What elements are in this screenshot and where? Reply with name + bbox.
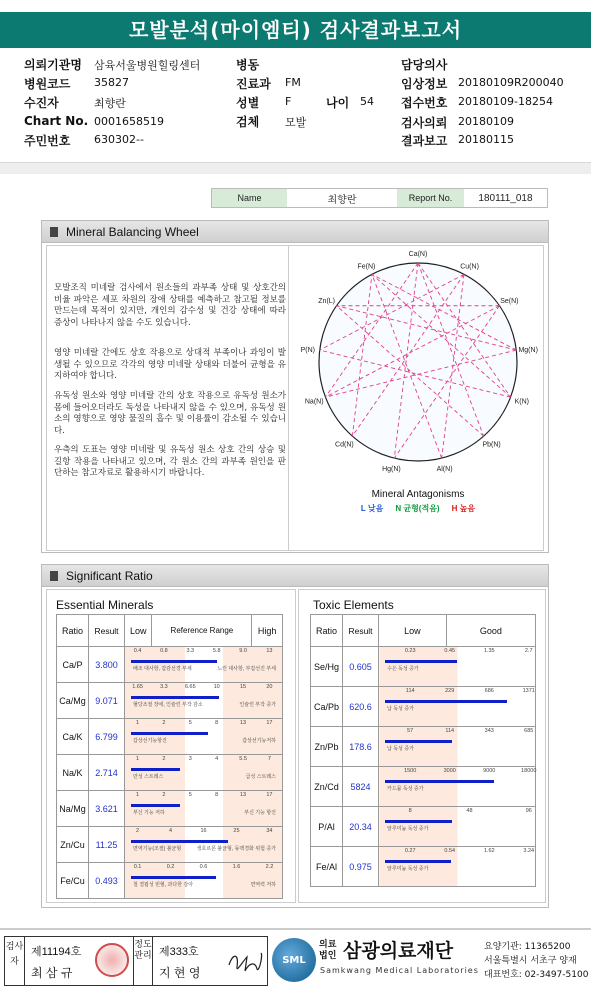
report-title: 모발분석(마이엠티) 검사결과보고서 — [0, 12, 591, 48]
age-label: 나이 — [326, 96, 350, 110]
ratio-result: 620.6 — [343, 687, 379, 727]
ratio-label: Fe/Cu — [57, 863, 89, 899]
org-prefix — [319, 940, 336, 962]
reviewer-signature-icon — [225, 947, 265, 977]
ratio-note-low: 갑상선기능항진 — [133, 738, 167, 744]
legend-low: L 낮음 — [360, 504, 384, 513]
tick-label: 2 — [162, 720, 166, 726]
tick-label: 3 — [188, 756, 192, 762]
ratio-label: P/Al — [311, 807, 343, 847]
chart-no-value: 0001658519 — [94, 115, 164, 128]
toxic-row — [311, 847, 536, 887]
ratio-result: 6.799 — [89, 719, 125, 755]
essential-row — [57, 719, 283, 755]
tick-labels — [125, 648, 282, 656]
ratio-note: 납 독성 증가 — [387, 706, 414, 712]
ratio-bar — [385, 660, 457, 663]
tick-label: 229 — [445, 688, 455, 694]
toxic-row — [311, 687, 536, 727]
wheel-paragraph-3: 유독성 원소와 영양 미네랄 간의 상호 작용으로 유독성 원소가 몸에 들어오더라도 독성을 나타내지 않을 수 있으며, 유독성 원소의 영향으로 영양 물질의 흡수 및 이용률이 감소될 수 있습니다. — [54, 391, 286, 436]
ratio-result: 11.25 — [89, 827, 125, 863]
toxic-title: Toxic Elements — [313, 598, 394, 612]
tick-label: 8 — [408, 808, 412, 814]
ratio-label: Ca/Pb — [311, 687, 343, 727]
wheel-element-label: Na(N) — [304, 398, 324, 406]
toxic-table — [310, 614, 536, 887]
ratio-result: 3.621 — [89, 791, 125, 827]
rrn-value: 630302-- — [94, 133, 144, 146]
tick-label: 1.62 — [483, 848, 495, 854]
tick-label: 17 — [266, 720, 273, 726]
tick-label: 114 — [445, 728, 455, 734]
footer — [0, 928, 591, 1000]
sex-value: F — [285, 95, 292, 108]
ratio-bar — [385, 860, 451, 863]
tick-label: 4 — [168, 828, 173, 834]
tick-label: 96 — [525, 808, 532, 814]
tick-label: 686 — [484, 688, 494, 694]
tick-label: 2 — [136, 828, 140, 834]
requester-value: 삼육서울병원힐링센터 — [94, 59, 201, 72]
tick-label: 4 — [215, 756, 219, 762]
toxic-header-row — [311, 615, 536, 647]
essential-row — [57, 827, 283, 863]
specimen-value: 모발 — [285, 116, 307, 129]
ratio-bar — [385, 740, 452, 743]
tick-labels — [125, 792, 282, 800]
result-date-label: 결과보고 — [401, 134, 448, 148]
doctor-label: 담당의사 — [401, 58, 448, 72]
org-address: 서울특별시 서초구 양재 — [484, 956, 577, 966]
wheel-paragraph-1: 모발조직 미네랄 검사에서 원소들의 과부족 상태 및 상호간의 비율 파악은 세포 차원의 장애 상태를 예측하고 참고될 정보를 만드는데 목적이 있지만, 개인의 감수성 및 건강 상태에 따라 증상이 나타나지 않을 수도 있습니다. — [54, 283, 286, 328]
wheel-paragraph-4: 우측의 도표는 영양 미네랄 및 유독성 원소 상호 간의 상승 및 길항 작용을 나타내고 있으며, 각 원소 간의 과부족 원인을 판단하는 참고자료로 활용하시기 바랍니다. — [54, 445, 286, 478]
ratio-gauge — [379, 847, 536, 887]
ratio-result: 9.071 — [89, 683, 125, 719]
org-code: 요양기관: 11365200 — [484, 942, 571, 952]
wheel-element-label: Cd(N) — [335, 441, 354, 449]
essential-row — [57, 863, 283, 899]
ratio-result: 2.714 — [89, 755, 125, 791]
age-value: 54 — [360, 95, 374, 108]
ratio-note-high: 갑상선기능저하 — [242, 738, 276, 744]
tick-label: 57 — [407, 728, 414, 734]
tick-label: 13 — [266, 648, 273, 654]
wheel-element-label: Fe(N) — [357, 263, 376, 271]
ratio-bar — [131, 660, 217, 663]
ratio-heading: Significant Ratio — [66, 568, 153, 583]
tick-label: 343 — [484, 728, 494, 734]
ratio-note-low: 혈당조절 장애, 인슐린 부작 감소 — [133, 702, 203, 708]
ratio-gauge — [125, 863, 283, 899]
wheel-element-label: Pb(N) — [482, 441, 501, 449]
ratio-label: Se/Hg — [311, 647, 343, 687]
tick-label: 17 — [266, 792, 273, 798]
tick-label: 3.24 — [523, 848, 535, 854]
clinical-label: 임상정보 — [401, 77, 448, 91]
tick-label: 9000 — [483, 768, 496, 774]
clinical-value: 20180109R200040 — [458, 76, 564, 89]
inspector-label: 검사자 — [5, 937, 25, 985]
org-phone: 대표번호: 02-3497-5100 — [484, 970, 589, 980]
wheel-element-label: Ca(N) — [408, 251, 428, 258]
tick-label: 1 — [136, 756, 140, 762]
tick-label: 0.1 — [133, 864, 142, 870]
ward-label: 병동 — [236, 58, 260, 72]
divider — [0, 162, 591, 174]
tick-labels — [125, 684, 282, 692]
tick-label: 9.0 — [239, 648, 247, 654]
inspector-seal-icon — [95, 943, 129, 977]
legend-high: H 높음 — [451, 504, 476, 513]
ratio-label: Zn/Pb — [311, 727, 343, 767]
reviewer-license: 제333호 — [159, 946, 199, 958]
ratio-bar — [385, 820, 452, 823]
tick-label: 8 — [215, 792, 219, 798]
ratio-gauge — [125, 719, 283, 755]
tick-label: 1371 — [522, 688, 535, 694]
col-good: Good — [446, 615, 535, 647]
ratio-note: 수은 독성 증가 — [387, 666, 419, 672]
name-value: 최향란 — [287, 189, 397, 207]
tick-labels — [379, 808, 535, 816]
logo-text: SML — [282, 954, 306, 966]
tick-label: 6.65 — [184, 684, 196, 690]
tick-labels — [379, 768, 535, 776]
tick-label: 13 — [240, 792, 247, 798]
ratio-note-low: 철 결핍성 빈혈, 과다한 감아 — [133, 882, 194, 888]
ratio-label: Na/K — [57, 755, 89, 791]
tick-label: 0.4 — [133, 648, 142, 654]
tick-label: 1.35 — [483, 648, 495, 654]
tick-label: 1.6 — [232, 864, 241, 870]
ratio-note: 카드뮴 독성 증가 — [387, 786, 424, 792]
wheel-element-label: Al(N) — [436, 465, 453, 473]
wheel-element-label: P(N) — [300, 346, 316, 354]
hosp-code-value: 35827 — [94, 76, 129, 89]
tick-label: 15 — [240, 684, 247, 690]
ratio-label: Na/Mg — [57, 791, 89, 827]
ratio-note: 알루미늄 독성 증가 — [387, 826, 429, 832]
tick-label: 1500 — [404, 768, 417, 774]
tick-label: 5 — [188, 720, 192, 726]
tick-label: 0.45 — [444, 648, 456, 654]
org-name: 삼광의료재단 — [343, 940, 454, 962]
ratio-bar — [385, 780, 494, 783]
ratio-label: Fe/Al — [311, 847, 343, 887]
tick-label: 25 — [233, 828, 240, 834]
tick-label: 0.8 — [160, 648, 168, 654]
wheel-circle — [319, 263, 517, 461]
wheel-split — [288, 245, 289, 551]
ratio-bar — [131, 804, 180, 807]
tick-label: 0.23 — [404, 648, 416, 654]
tick-label: 2.2 — [265, 864, 274, 870]
mineral-antagonism-wheel — [292, 247, 544, 517]
col-ratio: Ratio — [311, 615, 343, 647]
essential-title: Essential Minerals — [56, 598, 154, 612]
ratio-bar — [131, 840, 228, 843]
ratio-gauge — [125, 827, 283, 863]
chart-no-label: Chart No. — [24, 114, 89, 128]
tick-label: 20 — [266, 684, 273, 690]
tick-label: 0.54 — [444, 848, 456, 854]
ratio-label: Zn/Cd — [311, 767, 343, 807]
org-contact — [484, 940, 588, 982]
tick-labels — [379, 728, 535, 736]
ratio-result: 178.6 — [343, 727, 379, 767]
report-no-label: Report No. — [397, 189, 464, 207]
request-date-label: 검사의뢰 — [401, 116, 448, 130]
result-date-value: 20180115 — [458, 133, 514, 146]
tick-label: 2.7 — [524, 648, 533, 654]
ratio-note-low: 부신 기능 저하 — [133, 810, 165, 816]
name-label: Name — [212, 189, 287, 207]
tick-label: 3000 — [443, 768, 456, 774]
toxic-row — [311, 767, 536, 807]
reviewer-label: 정도관리 — [133, 937, 153, 985]
ratio-gauge — [125, 647, 283, 683]
wheel-element-label: Hg(N) — [382, 465, 401, 473]
tick-label: 685 — [524, 728, 534, 734]
wheel-element-label: Zn(L) — [318, 298, 336, 306]
ratio-gauge — [379, 727, 536, 767]
ratio-result: 0.975 — [343, 847, 379, 887]
tick-labels — [125, 864, 282, 872]
wheel-element-label: Cu(N) — [460, 263, 479, 271]
col-reference: Reference Range — [152, 615, 252, 647]
col-low: Low — [125, 615, 152, 647]
ratio-note-high: 부신 기능 항진 — [244, 810, 276, 816]
wheel-caption: Mineral Antagonisms — [371, 489, 465, 500]
wheel-legend — [292, 503, 544, 514]
specimen-label: 검체 — [236, 115, 260, 129]
ratio-result: 5824 — [343, 767, 379, 807]
col-result: Result — [89, 615, 125, 647]
ratio-note-high: 느린 대사항, 부갑선진 부세 — [217, 666, 276, 672]
requester-label: 의뢰기관명 — [24, 58, 82, 72]
request-date-value: 20180109 — [458, 115, 514, 128]
ratio-gauge — [125, 683, 283, 719]
ratio-panel-header — [42, 565, 548, 587]
dept-value: FM — [285, 76, 301, 89]
ratio-bar — [385, 700, 507, 703]
essential-header-row — [57, 615, 283, 647]
tick-label: 2 — [162, 756, 166, 762]
toxic-row — [311, 727, 536, 767]
tick-label: 1.65 — [132, 684, 143, 690]
ratio-label: Ca/Mg — [57, 683, 89, 719]
tick-label: 2 — [162, 792, 166, 798]
receipt-label: 접수번호 — [401, 96, 448, 110]
tick-label: 18000 — [521, 768, 537, 774]
toxic-row — [311, 807, 536, 847]
signature-box — [4, 936, 268, 986]
ratio-note-high: 생호르몬 불균형, 동맥경화 위험 증가 — [196, 846, 276, 852]
section-marker-icon — [50, 571, 58, 581]
patient-value: 최향란 — [94, 97, 126, 110]
sex-label: 성별 — [236, 96, 260, 110]
essential-table — [56, 614, 283, 899]
tick-label: 5.5 — [239, 756, 247, 762]
ratio-label: Ca/P — [57, 647, 89, 683]
toxic-row — [311, 647, 536, 687]
tick-labels — [379, 688, 535, 696]
ratio-gauge — [125, 791, 283, 827]
tick-label: 3.3 — [160, 684, 168, 690]
ratio-label: Zn/Cu — [57, 827, 89, 863]
name-bar — [211, 188, 548, 208]
org-english-name: Samkwang Medical Laboratories — [320, 966, 479, 975]
tick-label: 114 — [405, 688, 415, 694]
ratio-result: 20.34 — [343, 807, 379, 847]
tick-label: 0.27 — [404, 848, 416, 854]
rrn-label: 주민번호 — [24, 134, 71, 148]
essential-row — [57, 755, 283, 791]
col-high: High — [252, 615, 283, 647]
tick-label: 1 — [136, 720, 140, 726]
ratio-note-low: 면역기능(조절) 불균형 — [133, 846, 182, 852]
ratio-note-low: 만성 스트레스 — [133, 774, 164, 780]
tick-label: 5 — [188, 792, 192, 798]
wheel-element-label: Se(N) — [500, 298, 519, 306]
tick-label: 7 — [267, 756, 271, 762]
wheel-paragraph-2: 영양 미네랄 간에도 상호 작용으로 상대적 부족이나 과잉이 발생될 수 있으므로 각각의 영양 미네랄 상태와 더불어 균형을 유지하여야 합니다. — [54, 348, 286, 381]
tick-label: 16 — [200, 828, 207, 834]
inspector-name: 최 삼 규 — [31, 966, 73, 980]
tick-labels — [125, 828, 282, 836]
ratio-gauge — [379, 767, 536, 807]
ratio-label: Ca/K — [57, 719, 89, 755]
tick-labels — [379, 848, 535, 856]
ratio-result: 0.605 — [343, 647, 379, 687]
wheel-panel — [41, 220, 549, 553]
ratio-note: 납 독성 증가 — [387, 746, 414, 752]
tick-label: 1 — [136, 792, 140, 798]
tick-label: 13 — [240, 720, 247, 726]
col-low: Low — [379, 615, 447, 647]
section-marker-icon — [50, 227, 58, 237]
dept-label: 진료과 — [236, 77, 271, 91]
tick-label: 34 — [266, 828, 273, 834]
tick-label: 10 — [213, 684, 220, 690]
ratio-note: 알루미늄 독성 증가 — [387, 866, 429, 872]
hosp-code-label: 병원코드 — [24, 77, 71, 91]
ratio-result: 3.800 — [89, 647, 125, 683]
tick-labels — [379, 648, 535, 656]
essential-row — [57, 791, 283, 827]
tick-label: 0.2 — [166, 864, 175, 870]
receipt-value: 20180109-18254 — [458, 95, 553, 108]
legend-normal: N 균형(적음) — [395, 504, 440, 513]
ratio-result: 0.493 — [89, 863, 125, 899]
tick-labels — [125, 756, 282, 764]
org-prefix-bottom: 법인 — [319, 951, 337, 961]
sml-logo-icon — [272, 938, 316, 982]
ratio-gauge — [379, 807, 536, 847]
ratio-gauge — [379, 687, 536, 727]
tick-label: 48 — [466, 808, 473, 814]
wheel-element-label: Mg(N) — [518, 346, 538, 354]
wheel-heading: Mineral Balancing Wheel — [66, 224, 199, 239]
reviewer-name: 지 현 영 — [159, 966, 201, 980]
wheel-panel-header — [42, 221, 548, 243]
tick-label: 8 — [215, 720, 219, 726]
tick-labels — [125, 720, 282, 728]
ratio-gauge — [379, 647, 536, 687]
inspector-license: 제11194호 — [31, 946, 82, 958]
ratio-note-high: 면역력 저하 — [250, 882, 276, 888]
wheel-element-label: K(N) — [514, 398, 529, 406]
tick-label: 5.8 — [212, 648, 221, 654]
ratio-note-high: 인슐린 부작 증가 — [239, 702, 276, 708]
ratio-note-low: 배조 대사항, 갑감선경 부세 — [133, 666, 192, 672]
org-prefix-top: 의료 — [319, 940, 337, 950]
tick-label: 3.3 — [186, 648, 195, 654]
essential-row — [57, 683, 283, 719]
tick-label: 0.6 — [199, 864, 208, 870]
ratio-bar — [131, 696, 219, 699]
col-result: Result — [343, 615, 379, 647]
ratio-bar — [131, 876, 216, 879]
ratio-note-high: 급성 스트레스 — [245, 774, 276, 780]
report-no-value: 180111_018 — [464, 189, 547, 207]
ratio-bar — [131, 732, 208, 735]
essential-row — [57, 647, 283, 683]
col-ratio: Ratio — [57, 615, 89, 647]
ratio-bar — [131, 768, 180, 771]
ratio-gauge — [125, 755, 283, 791]
patient-label: 수진자 — [24, 96, 59, 110]
